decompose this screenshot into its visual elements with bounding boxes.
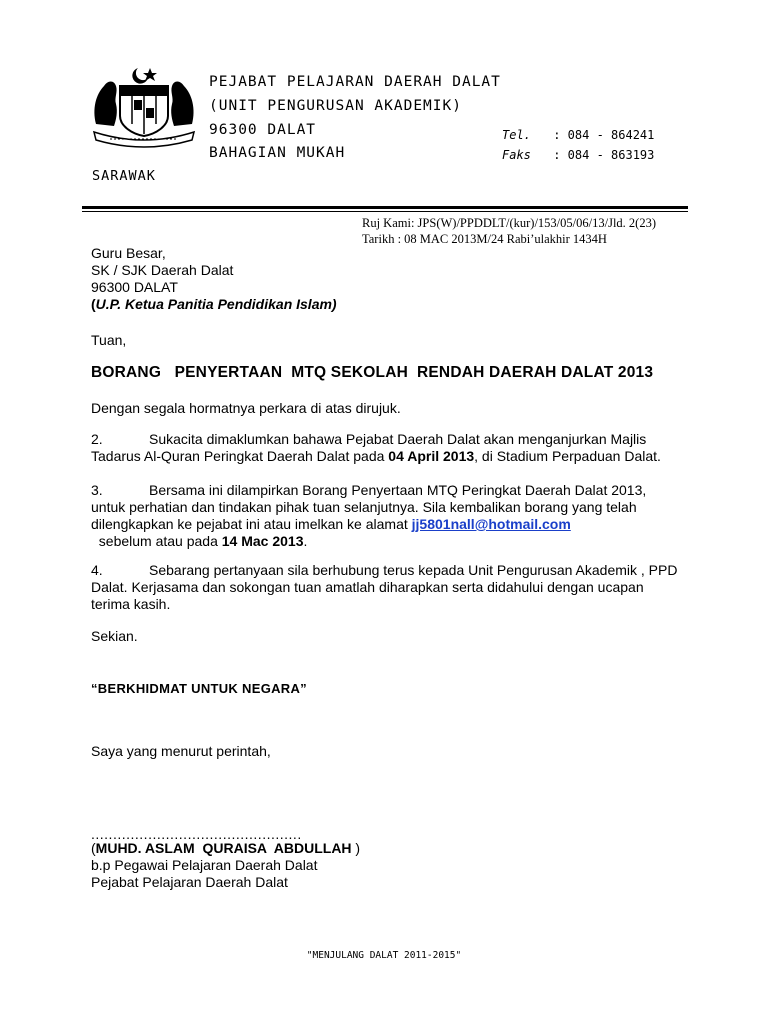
signatory-name [91,840,360,857]
paragraph-3-number: 3. [91,482,103,498]
email-link[interactable]: jj5801nall@hotmail.com [411,516,571,532]
signatory-role: b.p Pegawai Pelajaran Daerah Dalat [91,857,318,873]
header-divider-thin [82,211,688,212]
fax-line [502,148,654,162]
signature-line: ................................................ [91,826,302,842]
telephone-line [502,128,654,142]
tel-value: : 084 - 864241 [553,128,655,142]
letter-date: Tarikh : 08 MAC 2013M/24 Rabi’ulakhir 1434H [362,232,607,246]
malaysia-coat-of-arms-icon [88,64,200,148]
attention-text: U.P. Ketua Panitia Pendidikan Islam) [95,296,337,312]
footer-slogan: "MENJULANG DALAT 2011-2015" [306,950,462,961]
sign-off: Saya yang menurut perintah, [91,743,271,759]
unit-name: (UNIT PENGURUSAN AKADEMIK) [209,98,462,114]
tel-label: Tel. [502,128,531,142]
office-name: PEJABAT PELAJARAN DAERAH DALAT [209,74,501,90]
paragraph-4-number: 4. [91,562,103,578]
postcode-city: 96300 DALAT [209,122,317,138]
paragraph-2-text-b: , di Stadium Perpaduan Dalat. [474,448,661,464]
attention-open-paren: ( [91,296,96,312]
name-open-paren: ( [91,840,96,856]
letter-title: BORANG PENYERTAAN MTQ SEKOLAH RENDAH DAERAH DALAT 2013 [91,364,654,381]
recipient-line-3: 96300 DALAT [91,279,178,295]
paragraph-3-text-c: . [303,533,308,549]
paragraph-1: Dengan segala hormatnya perkara di atas dirujuk. [91,400,401,416]
paragraph-2-text-a: Sukacita dimaklumkan bahawa Pejabat Daerah Dalat akan menganjurkan Majlis Tadarus Al-Quran Peringkat Daerah Dalat pada [91,431,647,464]
header-divider-thick [82,206,688,209]
deadline-date: 14 Mac 2013 [221,533,304,549]
reference-number: Ruj Kami: JPS(W)/PPDDLT/(kur)/153/05/06/13/Jld. 2(23) [362,216,656,230]
recipient-line-2: SK / SJK Daerah Dalat [91,262,234,278]
state-name: SARAWAK [92,168,156,184]
paragraph-3-text-a: Bersama ini dilampirkan Borang Penyertaan MTQ Peringkat Daerah Dalat 2013, untuk perhatian dan tindakan pihak tuan selanjutnya. Sila kembalikan borang yang telah dilengkapkan ke pejabat ini atau imelkan ke alamat [91,482,647,532]
recipient-line-1: Guru Besar, [91,245,166,261]
name-close-paren: ) [351,840,361,856]
signatory-name-text: MUHD. ASLAM QURAISA ABDULLAH [95,840,352,856]
paragraph-3 [91,482,679,550]
paragraph-4 [91,562,679,613]
closing-text: Sekian. [91,628,138,644]
paragraph-4-text: Sebarang pertanyaan sila berhubung terus kepada Unit Pengurusan Akademik , PPD Dalat. Kerjasama dan sokongan tuan amatlah diharapkan serta didahului dengan ucapan terima kasih. [91,562,678,612]
paragraph-2 [91,431,679,465]
paragraph-2-number: 2. [91,431,103,447]
fax-label: Faks [502,148,531,162]
signatory-office: Pejabat Pelajaran Daerah Dalat [91,874,288,890]
recipient-attention [91,296,337,313]
fax-value: : 084 - 863193 [553,148,655,162]
motto: “BERKHIDMAT UNTUK NEGARA” [91,681,307,696]
paragraph-3-text-b: sebelum atau pada [91,533,222,549]
salutation: Tuan, [91,332,127,348]
division-name: BAHAGIAN MUKAH [209,145,346,161]
event-date: 04 April 2013 [388,448,475,464]
